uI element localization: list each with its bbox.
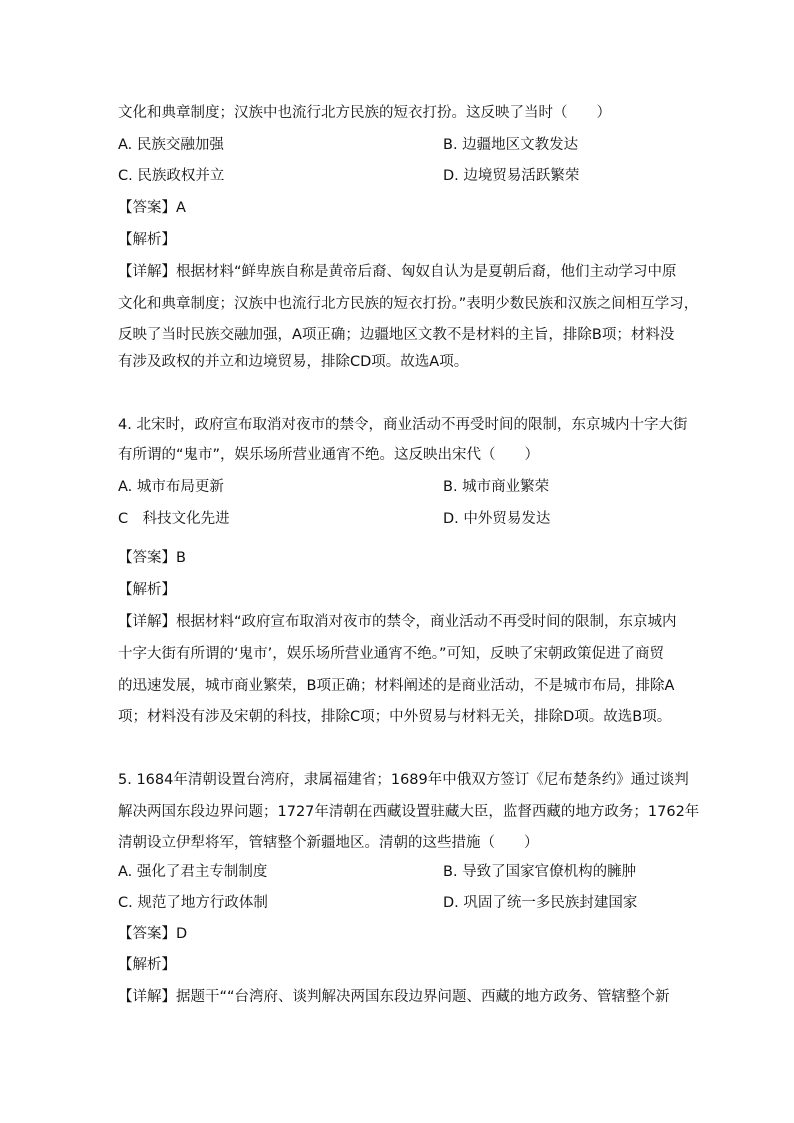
option-a: A. 城市布局更新	[118, 479, 224, 495]
analysis-label: 【解析】	[118, 957, 176, 973]
detail-line: 文化和典章制度；汉族中也流行北方民族的短衣打扮。”表明少数民族和汉族之间相互学习，	[118, 296, 699, 312]
detail-line: 项；材料没有涉及宋朝的科技，排除C项；中外贸易与材料无关，排除D项。故选B项。	[118, 709, 672, 725]
option-c: C. 民族政权并立	[118, 168, 225, 184]
detail-line: 的迅速发展，城市商业繁荣，B项正确；材料阐述的是商业活动，不是城市布局，排除A	[118, 678, 675, 694]
detail-line: 有涉及政权的并立和边境贸易，排除CD项。故选A项。	[118, 354, 469, 370]
answer: 【答案】D	[118, 926, 188, 942]
option-a: A. 民族交融加强	[118, 137, 224, 153]
question-stem: 4. 北宋时，政府宣布取消对夜市的禁令，商业活动不再受时间的限制，东京城内十字大街	[118, 417, 688, 433]
detail-line: 反映了当时民族交融加强，A项正确；边疆地区文教不是材料的主旨，排除B项；材料没	[118, 327, 675, 343]
detail-line: 【详解】根据材料“鲜卑族自称是黄帝后裔、匈奴自认为是夏朝后裔，他们主动学习中原	[118, 264, 677, 280]
option-b: B. 导致了国家官僚机构的臃肿	[443, 864, 637, 880]
option-a: A. 强化了君主专制制度	[118, 864, 268, 880]
detail-line: 【详解】根据材料“政府宣布取消对夜市的禁令，商业活动不再受时间的限制，东京城内	[118, 614, 677, 630]
option-c: C. 规范了地方行政体制	[118, 895, 268, 911]
question-stem: 文化和典章制度；汉族中也流行北方民族的短衣打扮。这反映了当时（ ）	[118, 105, 611, 121]
analysis-label: 【解析】	[118, 582, 176, 598]
detail-line: 【详解】据题干““台湾府、谈判解决两国东段边界问题、西藏的地方政务、管辖整个新	[118, 989, 670, 1005]
question-stem: 有所谓的“鬼市”，娱乐场所营业通宵不绝。这反映出宋代（ ）	[118, 447, 540, 463]
option-c: C 科技文化先进	[118, 511, 230, 527]
analysis-label: 【解析】	[118, 232, 176, 248]
answer: 【答案】B	[118, 550, 186, 566]
question-stem: 5. 1684年清朝设置台湾府，隶属福建省；1689年中俄双方签订《尼布楚条约》通过谈判	[118, 772, 689, 788]
question-stem: 清朝设立伊犁将军，管辖整个新疆地区。清朝的这些措施（ ）	[118, 835, 539, 851]
question-stem: 解决两国东段边界问题；1727年清朝在西藏设置驻藏大臣，监督西藏的地方政务；1762年	[118, 804, 700, 820]
option-b: B. 城市商业繁荣	[443, 479, 550, 495]
answer: 【答案】A	[118, 200, 186, 216]
detail-line: 十字大街有所谓的‘鬼市’，娱乐场所营业通宵不绝。”可知，反映了宋朝政策促进了商贸	[118, 646, 664, 662]
option-b: B. 边疆地区文教发达	[443, 137, 579, 153]
option-d: D. 巩固了统一多民族封建国家	[443, 895, 638, 911]
option-d: D. 边境贸易活跃繁荣	[443, 168, 580, 184]
option-d: D. 中外贸易发达	[443, 511, 551, 527]
